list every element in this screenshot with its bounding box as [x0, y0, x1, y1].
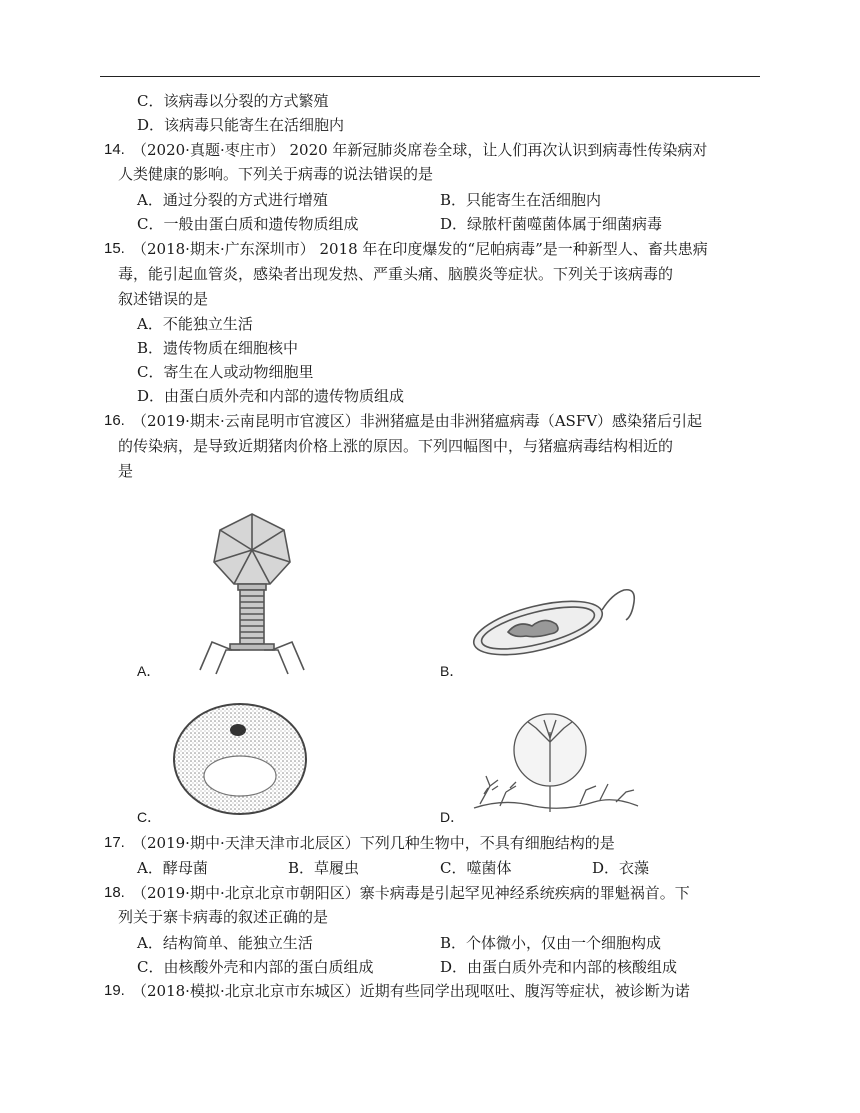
q13-option-c: C．该病毒以分裂的方式繁殖 — [137, 92, 329, 110]
q15-option-c: C．寄生在人或动物细胞里 — [137, 363, 314, 381]
figure-d-label: D． — [440, 809, 465, 825]
q15-option-d: D．由蛋白质外壳和内部的遗传物质组成 — [137, 387, 405, 405]
q17-option-b: B．草履虫 — [288, 859, 360, 877]
q17-stem-line1: （2019·期中·天津天津市北辰区）下列几种生物中，不具有细胞结构的是 — [132, 834, 615, 852]
q16-stem-line1: （2019·期末·云南昆明市官渡区）非洲猪瘟是由非洲猪瘟病毒（ASFV）感染猪后引起 — [132, 412, 703, 430]
figure-c-label: C． — [137, 809, 162, 825]
q18-number: 18. — [104, 884, 125, 901]
q19-number: 19. — [104, 982, 125, 999]
bacteriophage-figure — [192, 510, 332, 675]
q15-stem-line3: 叙述错误的是 — [118, 290, 209, 308]
q13-option-d: D．该病毒只能寄生在活细胞内 — [137, 116, 345, 134]
q15-number: 15. — [104, 240, 125, 257]
q15-stem-line1: （2018·期末·广东深圳市） 2018 年在印度爆发的“尼帕病毒”是一种新型人、畜共患病 — [132, 240, 708, 258]
q16-stem-line3: 是 — [118, 462, 134, 480]
q15-stem-line2: 毒，能引起血管炎，感染者出现发热、严重头痛、脑膜炎等症状。下列关于该病毒的 — [118, 265, 674, 283]
q17-option-a: A．酵母菌 — [137, 859, 208, 877]
q18-option-b: B．个体微小，仅由一个细胞构成 — [440, 934, 662, 952]
q17-option-c: C．噬菌体 — [440, 859, 512, 877]
q16-number: 16. — [104, 412, 125, 429]
q14-option-b: B．只能寄生在活细胞内 — [440, 191, 602, 209]
q17-option-d: D．衣藻 — [592, 859, 650, 877]
figure-a-label: A． — [137, 663, 161, 679]
q14-option-a: A．通过分裂的方式进行增殖 — [137, 191, 328, 209]
q14-number: 14. — [104, 141, 125, 158]
q14-stem-line2: 人类健康的影响。下列关于病毒的说法错误的是 — [118, 165, 434, 183]
q19-stem-line1: （2018·模拟·北京北京市东城区）近期有些同学出现呕吐、腹泻等症状，被诊断为诺 — [132, 982, 690, 1000]
figure-b-label: B． — [440, 663, 464, 679]
q15-option-a: A．不能独立生活 — [137, 315, 253, 333]
q14-stem-line1: （2020·真题·枣庄市） 2020 年新冠肺炎席卷全球，让人们再次认识到病毒性传染病对 — [132, 141, 708, 159]
q14-option-d: D．绿脓杆菌噬菌体属于细菌病毒 — [440, 215, 663, 233]
q18-option-a: A．结构简单、能独立生活 — [137, 934, 313, 952]
q18-option-c: C．由核酸外壳和内部的蛋白质组成 — [137, 958, 374, 976]
q14-option-c: C．一般由蛋白质和遗传物质组成 — [137, 215, 359, 233]
bacterium-figure — [468, 582, 640, 664]
q18-option-d: D．由蛋白质外壳和内部的核酸组成 — [440, 958, 678, 976]
q15-option-b: B．遗传物质在细胞核中 — [137, 339, 299, 357]
q17-number: 17. — [104, 834, 125, 851]
header-rule — [100, 76, 760, 77]
q16-stem-line2: 的传染病，是导致近期猪肉价格上涨的原因。下列四幅图中，与猪瘟病毒结构相近的 — [118, 437, 674, 455]
q18-stem-line1: （2019·期中·北京北京市朝阳区）寨卡病毒是引起罕见神经系统疾病的罪魁祸首。下 — [132, 884, 690, 902]
mold-figure — [470, 712, 640, 816]
q18-stem-line2: 列关于寨卡病毒的叙述正确的是 — [118, 908, 329, 926]
yeast-cell-figure — [170, 700, 310, 818]
